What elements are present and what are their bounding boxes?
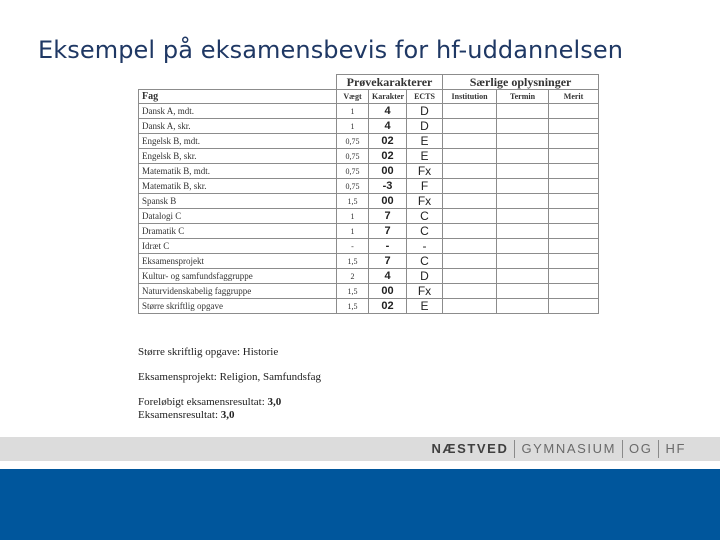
karakter-cell: 00 — [369, 164, 407, 179]
institution-cell — [443, 299, 497, 314]
column-header-termin: Termin — [497, 90, 549, 104]
ects-cell: D — [407, 119, 443, 134]
termin-cell — [497, 149, 549, 164]
fag-cell: Matematik B, skr. — [139, 179, 337, 194]
institution-cell — [443, 164, 497, 179]
termin-cell — [497, 119, 549, 134]
termin-cell — [497, 299, 549, 314]
table-row — [139, 224, 599, 239]
merit-cell — [549, 179, 599, 194]
merit-cell — [549, 269, 599, 284]
merit-cell — [549, 119, 599, 134]
ects-cell: Fx — [407, 164, 443, 179]
school-logo — [426, 437, 692, 461]
merit-cell — [549, 299, 599, 314]
table-row — [139, 149, 599, 164]
ects-cell: E — [407, 299, 443, 314]
ects-cell: E — [407, 149, 443, 164]
karakter-cell: 02 — [369, 149, 407, 164]
karakter-cell: - — [369, 239, 407, 254]
logo-band — [0, 437, 720, 461]
merit-cell — [549, 224, 599, 239]
institution-cell — [443, 269, 497, 284]
fag-cell: Spansk B — [139, 194, 337, 209]
vaegt-cell: 0,75 — [337, 134, 369, 149]
ects-cell: E — [407, 134, 443, 149]
vaegt-cell: 1 — [337, 209, 369, 224]
eksamensresultat — [138, 409, 321, 422]
group-header-saerlige: Særlige oplysninger — [443, 75, 599, 90]
resultat-value: 3,0 — [220, 409, 235, 421]
termin-cell — [497, 269, 549, 284]
fag-cell: Eksamensprojekt — [139, 254, 337, 269]
fag-cell: Naturvidenskabelig faggruppe — [139, 284, 337, 299]
fag-cell: Engelsk B, skr. — [139, 149, 337, 164]
column-header-institution: Institution — [443, 90, 497, 104]
merit-cell — [549, 104, 599, 119]
table-row — [139, 104, 599, 119]
vaegt-cell: 1,5 — [337, 194, 369, 209]
vaegt-cell: 1,5 — [337, 299, 369, 314]
fag-cell: Engelsk B, mdt. — [139, 134, 337, 149]
table-row — [139, 209, 599, 224]
ects-cell: - — [407, 239, 443, 254]
merit-cell — [549, 284, 599, 299]
termin-cell — [497, 224, 549, 239]
logo-word-naestved: NÆSTVED — [431, 441, 509, 456]
foreloebigt-label: Foreløbigt eksamensresultat: — [138, 396, 265, 408]
institution-cell — [443, 284, 497, 299]
fag-cell: Matematik B, mdt. — [139, 164, 337, 179]
merit-cell — [549, 149, 599, 164]
termin-cell — [497, 254, 549, 269]
institution-cell — [443, 239, 497, 254]
merit-cell — [549, 194, 599, 209]
vaegt-cell: - — [337, 239, 369, 254]
resultat-label: Eksamensresultat: — [138, 409, 219, 421]
fag-cell: Dansk A, mdt. — [139, 104, 337, 119]
institution-cell — [443, 179, 497, 194]
table-row — [139, 284, 599, 299]
karakter-cell: 4 — [369, 269, 407, 284]
karakter-cell: 4 — [369, 104, 407, 119]
grade-table-body — [139, 104, 599, 314]
karakter-cell: 00 — [369, 284, 407, 299]
column-header-vaegt: Vægt — [337, 90, 369, 104]
ects-cell: Fx — [407, 284, 443, 299]
column-header-row — [139, 90, 599, 104]
karakter-cell: 4 — [369, 119, 407, 134]
foreloebigt-value: 3,0 — [267, 396, 282, 408]
termin-cell — [497, 209, 549, 224]
grade-table — [138, 74, 599, 314]
termin-cell — [497, 284, 549, 299]
termin-cell — [497, 134, 549, 149]
table-row — [139, 254, 599, 269]
ects-cell: C — [407, 209, 443, 224]
termin-cell — [497, 179, 549, 194]
table-row — [139, 164, 599, 179]
institution-cell — [443, 224, 497, 239]
institution-cell — [443, 119, 497, 134]
table-row — [139, 299, 599, 314]
exam-notes — [138, 346, 321, 422]
karakter-cell: 7 — [369, 209, 407, 224]
karakter-cell: 02 — [369, 134, 407, 149]
institution-cell — [443, 134, 497, 149]
logo-word-hf: HF — [658, 440, 692, 458]
vaegt-cell: 1,5 — [337, 254, 369, 269]
column-header-fag: Fag — [139, 90, 337, 104]
ects-cell: D — [407, 269, 443, 284]
fag-cell: Dansk A, skr. — [139, 119, 337, 134]
termin-cell — [497, 194, 549, 209]
table-row — [139, 119, 599, 134]
ects-cell: Fx — [407, 194, 443, 209]
institution-cell — [443, 209, 497, 224]
vaegt-cell: 0,75 — [337, 149, 369, 164]
eksamensprojekt-note: Eksamensprojekt: Religion, Samfundsfag — [138, 371, 321, 383]
column-header-merit: Merit — [549, 90, 599, 104]
blank-corner — [139, 75, 337, 90]
fag-cell: Dramatik C — [139, 224, 337, 239]
column-header-ects: ECTS — [407, 90, 443, 104]
karakter-cell: 7 — [369, 224, 407, 239]
slide-title: Eksempel på eksamensbevis for hf-uddannelsen — [38, 36, 624, 64]
merit-cell — [549, 134, 599, 149]
ects-cell: C — [407, 224, 443, 239]
table-row — [139, 194, 599, 209]
karakter-cell: 7 — [369, 254, 407, 269]
table-row — [139, 179, 599, 194]
merit-cell — [549, 254, 599, 269]
vaegt-cell: 0,75 — [337, 164, 369, 179]
ects-cell: D — [407, 104, 443, 119]
institution-cell — [443, 104, 497, 119]
karakter-cell: 02 — [369, 299, 407, 314]
group-header-provekarakterer: Prøvekarakterer — [337, 75, 443, 90]
sso-note: Større skriftlig opgave: Historie — [138, 346, 279, 358]
foreloebigt-resultat — [138, 396, 321, 409]
logo-word-gymnasium: GYMNASIUM — [514, 440, 622, 458]
fag-cell: Idræt C — [139, 239, 337, 254]
group-header-row — [139, 75, 599, 90]
fag-cell: Større skriftlig opgave — [139, 299, 337, 314]
institution-cell — [443, 194, 497, 209]
table-row — [139, 134, 599, 149]
institution-cell — [443, 149, 497, 164]
fag-cell: Datalogi C — [139, 209, 337, 224]
merit-cell — [549, 164, 599, 179]
karakter-cell: 00 — [369, 194, 407, 209]
vaegt-cell: 1 — [337, 104, 369, 119]
vaegt-cell: 0,75 — [337, 179, 369, 194]
table-row — [139, 239, 599, 254]
vaegt-cell: 2 — [337, 269, 369, 284]
column-header-karakter: Karakter — [369, 90, 407, 104]
vaegt-cell: 1 — [337, 119, 369, 134]
logo-word-og: OG — [622, 440, 658, 458]
fag-cell: Kultur- og samfundsfaggruppe — [139, 269, 337, 284]
termin-cell — [497, 239, 549, 254]
termin-cell — [497, 164, 549, 179]
table-row — [139, 269, 599, 284]
vaegt-cell: 1 — [337, 224, 369, 239]
vaegt-cell: 1,5 — [337, 284, 369, 299]
karakter-cell: -3 — [369, 179, 407, 194]
ects-cell: F — [407, 179, 443, 194]
merit-cell — [549, 209, 599, 224]
termin-cell — [497, 104, 549, 119]
footer-band — [0, 469, 720, 540]
merit-cell — [549, 239, 599, 254]
ects-cell: C — [407, 254, 443, 269]
institution-cell — [443, 254, 497, 269]
